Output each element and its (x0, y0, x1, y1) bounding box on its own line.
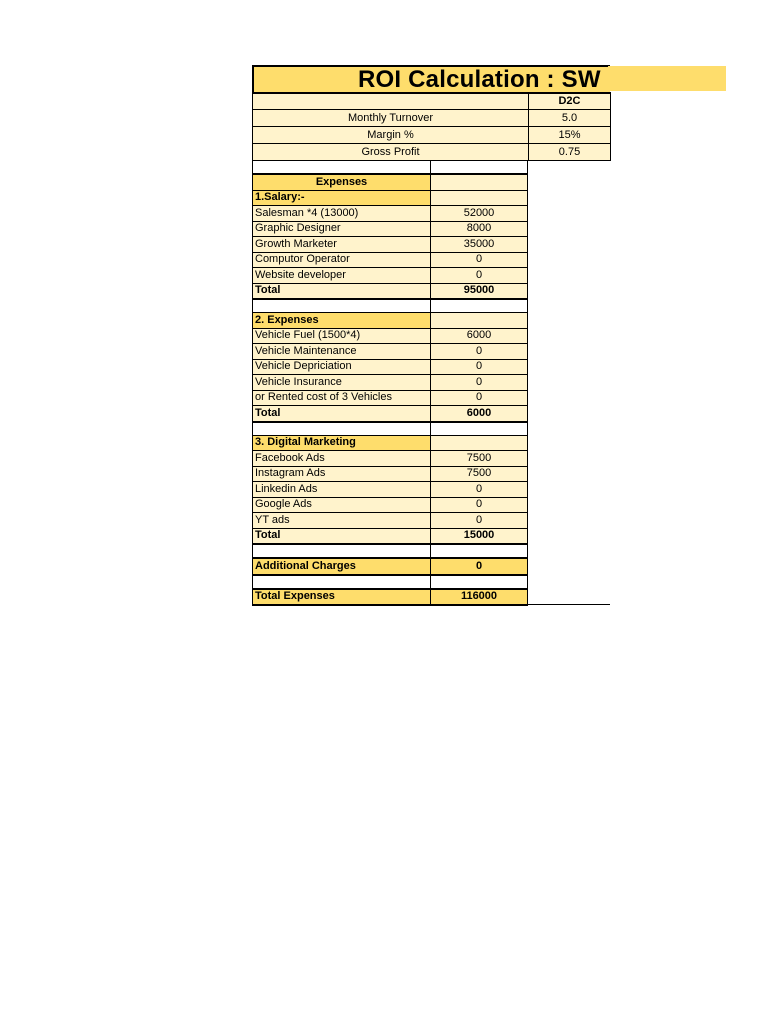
table-row (253, 451, 528, 467)
row-value[interactable]: 0 (431, 268, 528, 284)
salary-section-title[interactable]: 1.Salary:- (253, 190, 431, 206)
table-row (253, 328, 528, 344)
d2c-column-header[interactable]: D2C (529, 93, 611, 110)
digital-total-value[interactable]: 15000 (431, 528, 528, 544)
salary-section-blank[interactable] (431, 190, 528, 206)
row-label[interactable]: Graphic Designer (253, 221, 431, 237)
summary-header-row (253, 93, 611, 110)
row-value[interactable]: 0 (431, 390, 528, 406)
additional-charges-value[interactable]: 0 (431, 558, 528, 575)
spacer-row (253, 575, 528, 589)
expenses-section-row (253, 313, 528, 329)
margin-value[interactable]: 15% (529, 127, 611, 144)
spacer-row (253, 544, 528, 558)
monthly-turnover-label[interactable]: Monthly Turnover (253, 110, 529, 127)
total-label[interactable]: Total (253, 406, 431, 422)
spacer-row (253, 422, 528, 436)
digital-total-row (253, 528, 528, 544)
expenses-header[interactable]: Expenses (253, 174, 431, 190)
salary-total-value[interactable]: 95000 (431, 283, 528, 299)
margin-label[interactable]: Margin % (253, 127, 529, 144)
total-expenses-label[interactable]: Total Expenses (253, 589, 431, 606)
row-label[interactable]: Computor Operator (253, 252, 431, 268)
row-label[interactable]: Vehicle Maintenance (253, 344, 431, 360)
row-value[interactable]: 7500 (431, 451, 528, 467)
summary-row (253, 110, 611, 127)
summary-header-blank[interactable] (253, 93, 529, 110)
expenses-total-row (253, 406, 528, 422)
salary-total-row (253, 283, 528, 299)
additional-charges-label[interactable]: Additional Charges (253, 558, 431, 575)
expenses-section-blank[interactable] (431, 313, 528, 329)
row-label[interactable]: Vehicle Insurance (253, 375, 431, 391)
row-value[interactable]: 0 (431, 482, 528, 498)
sheet-bottom-border (527, 604, 610, 605)
table-row (253, 359, 528, 375)
table-row (253, 375, 528, 391)
expenses-section-title[interactable]: 2. Expenses (253, 313, 431, 329)
digital-section-row (253, 435, 528, 451)
monthly-turnover-value[interactable]: 5.0 (529, 110, 611, 127)
title-cell-overflow (608, 66, 726, 91)
row-value[interactable]: 6000 (431, 328, 528, 344)
summary-row (253, 127, 611, 144)
row-label[interactable]: Vehicle Depriciation (253, 359, 431, 375)
row-label[interactable]: YT ads (253, 513, 431, 529)
total-expenses-value[interactable]: 116000 (431, 589, 528, 606)
row-label[interactable]: Growth Marketer (253, 237, 431, 253)
title-cell[interactable] (252, 65, 610, 94)
row-value[interactable]: 52000 (431, 206, 528, 222)
expenses-table (252, 161, 528, 606)
table-row (253, 513, 528, 529)
row-label[interactable]: Vehicle Fuel (1500*4) (253, 328, 431, 344)
row-label[interactable]: Instagram Ads (253, 466, 431, 482)
row-value[interactable]: 0 (431, 497, 528, 513)
row-label[interactable]: Linkedin Ads (253, 482, 431, 498)
table-row (253, 268, 528, 284)
table-row (253, 482, 528, 498)
table-row (253, 252, 528, 268)
row-value[interactable]: 0 (431, 513, 528, 529)
row-value[interactable]: 7500 (431, 466, 528, 482)
row-label[interactable]: Website developer (253, 268, 431, 284)
table-row (253, 221, 528, 237)
table-row (253, 237, 528, 253)
row-label[interactable]: Salesman *4 (13000) (253, 206, 431, 222)
spacer-row (253, 299, 528, 313)
summary-table (252, 92, 611, 161)
table-row (253, 390, 528, 406)
expenses-total-value[interactable]: 6000 (431, 406, 528, 422)
salary-section-row (253, 190, 528, 206)
digital-section-blank[interactable] (431, 435, 528, 451)
digital-section-title[interactable]: 3. Digital Marketing (253, 435, 431, 451)
row-value[interactable]: 0 (431, 252, 528, 268)
sheet-title: ROI Calculation : SW (358, 66, 601, 93)
total-label[interactable]: Total (253, 283, 431, 299)
row-label[interactable]: Google Ads (253, 497, 431, 513)
row-value[interactable]: 35000 (431, 237, 528, 253)
title-row (252, 65, 728, 92)
row-value[interactable]: 8000 (431, 221, 528, 237)
row-label[interactable]: Facebook Ads (253, 451, 431, 467)
row-value[interactable]: 0 (431, 344, 528, 360)
summary-row (253, 144, 611, 161)
expenses-header-row (253, 174, 528, 190)
expenses-header-blank[interactable] (431, 174, 528, 190)
row-label[interactable]: or Rented cost of 3 Vehicles (253, 390, 431, 406)
additional-charges-row (253, 558, 528, 575)
row-value[interactable]: 0 (431, 359, 528, 375)
total-expenses-row (253, 589, 528, 606)
table-row (253, 344, 528, 360)
row-value[interactable]: 0 (431, 375, 528, 391)
gross-profit-label[interactable]: Gross Profit (253, 144, 529, 161)
table-row (253, 497, 528, 513)
total-label[interactable]: Total (253, 528, 431, 544)
table-row (253, 206, 528, 222)
roi-sheet (252, 65, 728, 606)
table-row (253, 466, 528, 482)
gross-profit-value[interactable]: 0.75 (529, 144, 611, 161)
spacer-row (253, 161, 528, 174)
